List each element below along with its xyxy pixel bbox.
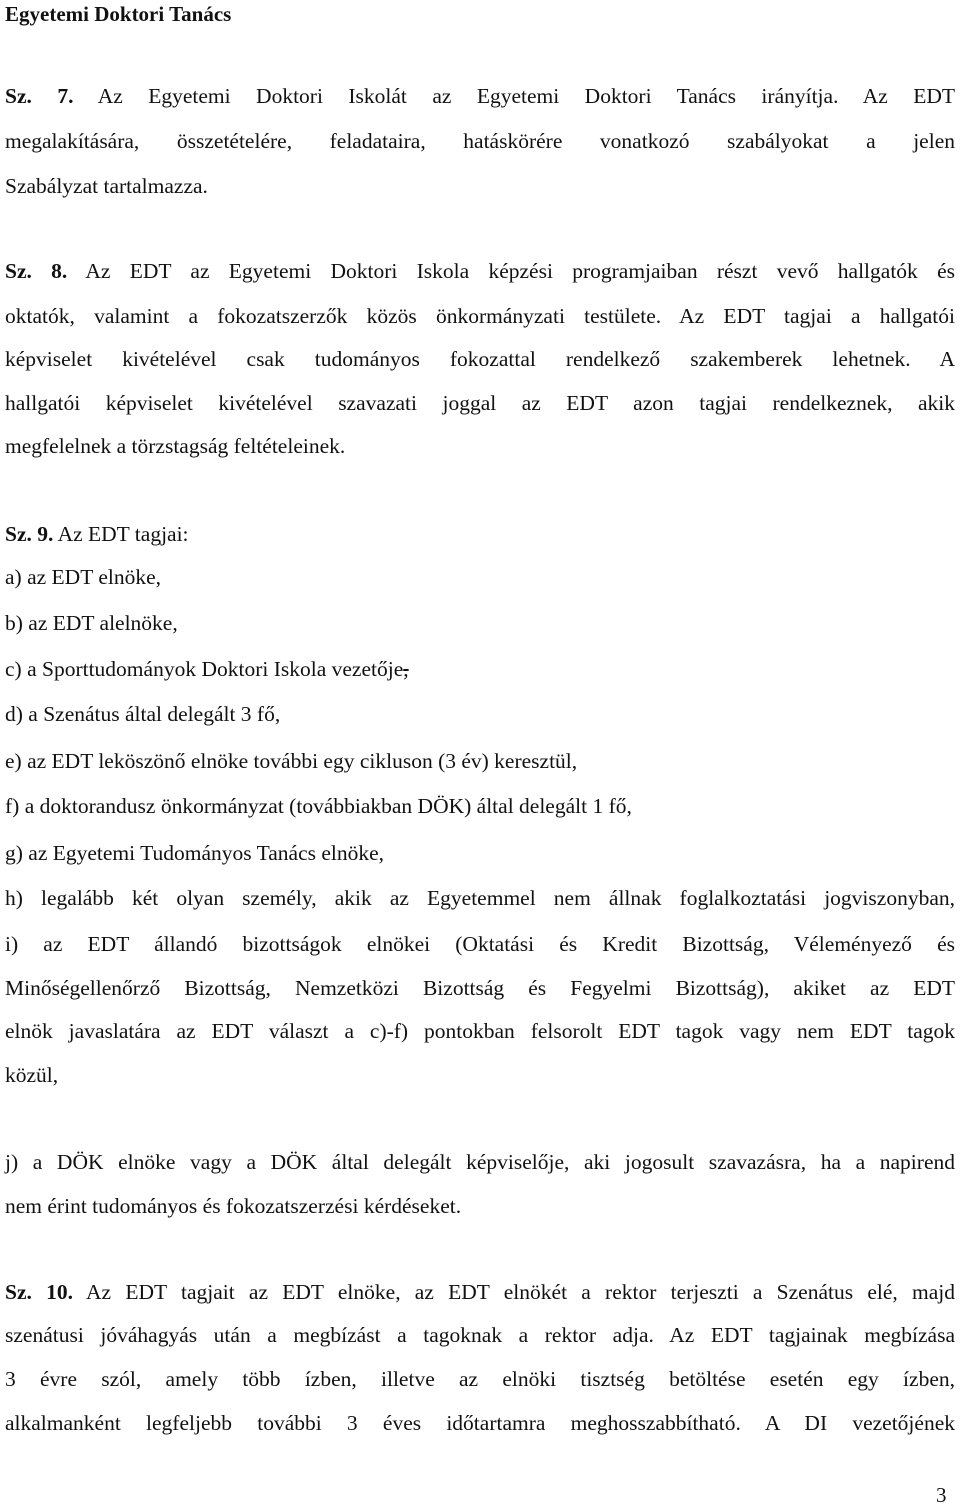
sz9-item-h: h) legalább két olyan személy, akik az Egyetemmel nem állnak foglalkoztatási jogviszonyban, bbox=[5, 886, 955, 910]
sz9-item-c bbox=[5, 655, 955, 683]
sz9-item-a: a) az EDT elnöke, bbox=[5, 565, 162, 589]
sz9-item-i-line-1: i) az EDT állandó bizottságok elnökei (Oktatási és Kredit Bizottság, Véleményező és bbox=[5, 932, 955, 956]
sz9-intro: Az EDT tagjai: bbox=[57, 522, 189, 546]
sz10-text-1: Az EDT tagjait az EDT elnöke, az EDT elnökét a rektor terjeszti a Szenátus elé, majd bbox=[86, 1280, 955, 1304]
sz8-line-2: oktatók, valamint a fokozatszerzők közös önkormányzati testülete. Az EDT tagjai a hallgatói bbox=[5, 304, 955, 328]
sz7-line-1 bbox=[5, 82, 955, 110]
sz9-item-i-line-2: Minőségellenőrző Bizottság, Nemzetközi Bizottság és Fegyelmi Bizottság), akiket az EDT bbox=[5, 976, 955, 1000]
sz10-line-4: alkalmanként legfeljebb további 3 éves időtartamra meghosszabbítható. A DI vezetőjének bbox=[5, 1411, 955, 1435]
page-number: 3 bbox=[936, 1483, 947, 1507]
sz7-line-2: megalakítására, összetételére, feladataira, hatáskörére vonatkozó szabályokat a jelen bbox=[5, 129, 955, 153]
sz9-line-intro bbox=[5, 520, 955, 548]
sz9-item-c-struck-comma: , bbox=[403, 657, 409, 681]
section-heading: Egyetemi Doktori Tanács bbox=[5, 2, 232, 26]
sz9-item-b: b) az EDT alelnöke, bbox=[5, 611, 178, 635]
sz9-item-c-text: c) a Sporttudományok Doktori Iskola vezetője bbox=[5, 657, 404, 681]
sz10-line-1 bbox=[5, 1278, 955, 1306]
sz8-line-3: képviselet kivételével csak tudományos fokozattal rendelkező szakemberek lehetnek. A bbox=[5, 347, 955, 371]
sz9-item-j-line-1: j) a DÖK elnöke vagy a DÖK által delegált képviselője, aki jogosult szavazásra, ha a napirend bbox=[5, 1150, 955, 1174]
sz7-line-3: Szabályzat tartalmazza. bbox=[5, 174, 208, 198]
sz7-text-1: Az Egyetemi Doktori Iskolát az Egyetemi Doktori Tanács irányítja. Az EDT bbox=[97, 84, 955, 108]
sz9-label: Sz. 9. bbox=[5, 522, 54, 546]
sz10-line-3: 3 évre szól, amely több ízben, illetve az elnöki tisztség betöltése esetén egy ízben, bbox=[5, 1367, 955, 1391]
sz8-line-4: hallgatói képviselet kivételével szavazati joggal az EDT azon tagjai rendelkeznek, akik bbox=[5, 391, 955, 415]
sz8-line-1 bbox=[5, 257, 955, 285]
sz8-text-1: Az EDT az Egyetemi Doktori Iskola képzési programjaiban részt vevő hallgatók és bbox=[85, 259, 955, 283]
sz10-label: Sz. 10. bbox=[5, 1280, 73, 1304]
sz9-item-j-line-2: nem érint tudományos és fokozatszerzési kérdéseket. bbox=[5, 1194, 462, 1218]
sz9-item-e: e) az EDT leköszönő elnöke további egy cikluson (3 év) keresztül, bbox=[5, 749, 578, 773]
sz9-item-f: f) a doktorandusz önkormányzat (továbbiakban DÖK) által delegált 1 fő, bbox=[5, 794, 632, 818]
sz10-line-2: szenátusi jóváhagyás után a megbízást a tagoknak a rektor adja. Az EDT tagjainak megbízása bbox=[5, 1323, 955, 1347]
sz8-line-5: megfelelnek a törzstagság feltételeinek. bbox=[5, 434, 346, 458]
sz9-item-i-line-3: elnök javaslatára az EDT választ a c)-f) pontokban felsorolt EDT tagok vagy nem EDT tagok bbox=[5, 1019, 955, 1043]
sz9-item-i-line-4: közül, bbox=[5, 1063, 59, 1087]
sz9-item-g: g) az Egyetemi Tudományos Tanács elnöke, bbox=[5, 841, 385, 865]
sz8-label: Sz. 8. bbox=[5, 259, 68, 283]
sz9-item-d: d) a Szenátus által delegált 3 fő, bbox=[5, 702, 281, 726]
sz7-label: Sz. 7. bbox=[5, 84, 74, 108]
